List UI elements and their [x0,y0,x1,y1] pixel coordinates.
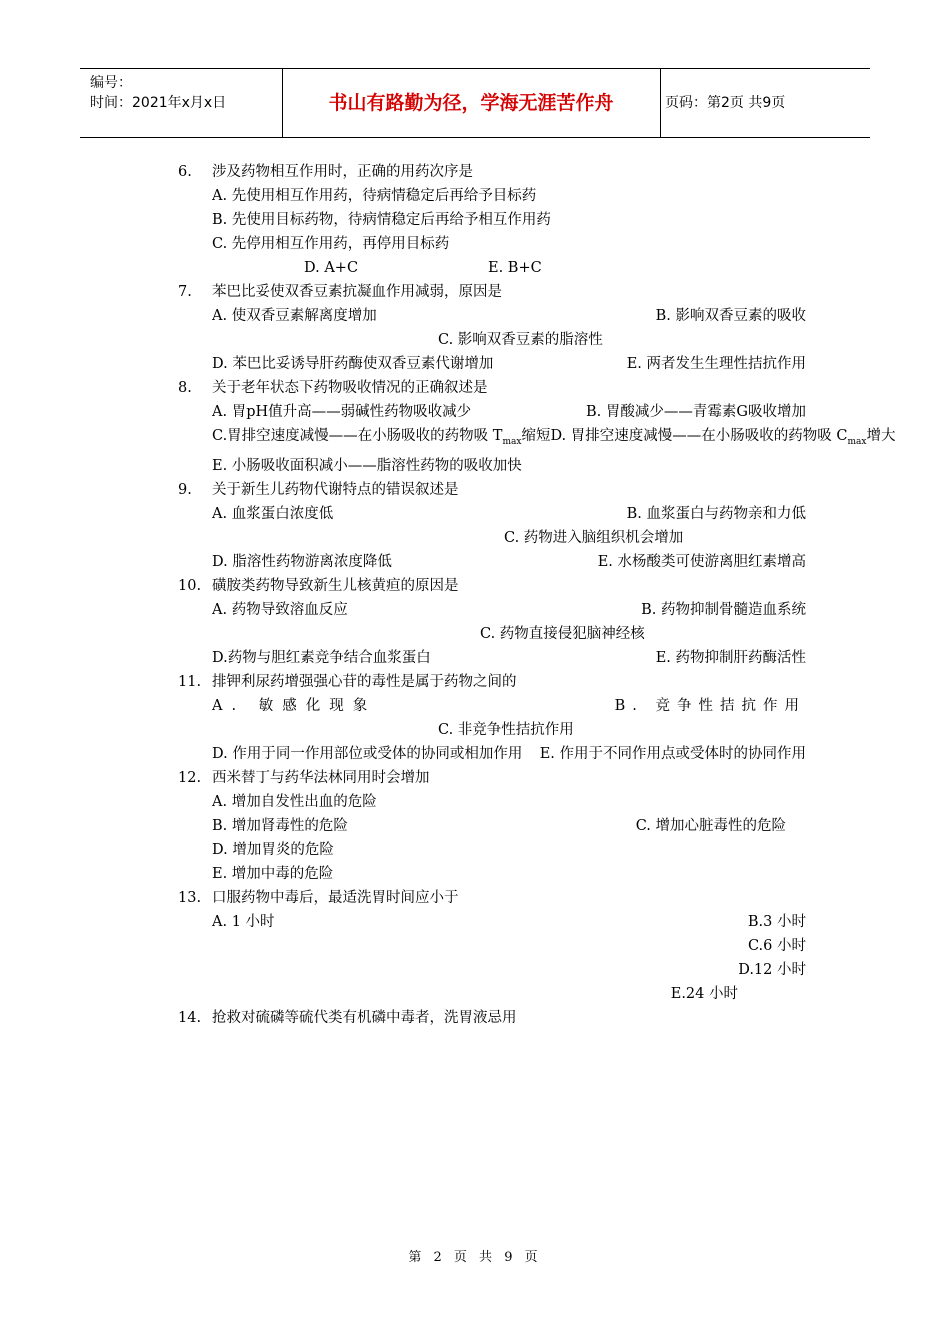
option-d: D. 脂溶性药物游离浓度降低 [212,553,392,570]
option-c: C. 药物直接侵犯脑神经核 [480,625,645,642]
option-a: A. 1 小时 [212,913,275,930]
question-text: 磺胺类药物导致新生儿核黄疸的原因是 [212,577,459,594]
question-text: 关于老年状态下药物吸收情况的正确叙述是 [212,380,488,396]
option-d: D. 作用于同一作用部位或受体的协同或相加作用 [212,745,523,762]
option-c: C. 影响双香豆素的脂溶性 [438,332,603,348]
question-10 [178,574,806,598]
option-d: D. 胃排空速度减慢——在小肠吸收的药物吸 $C_{max}$增大 [550,428,896,447]
question-number: 11. [178,673,202,690]
option-a: A. 先使用相互作用药，待病情稳定后再给予目标药 [212,188,537,204]
option-b: B. 胃酸减少——青霉素G吸收增加 [586,404,806,420]
header-page-code: 页码：第2页 共9页 [665,95,786,111]
option-a: A. 增加自发性出血的危险 [212,793,377,810]
question-13 [178,886,806,910]
question-11-options [178,694,806,766]
question-10-options [178,598,806,670]
option-e: E. 药物抑制肝药酶活性 [655,649,806,666]
page-header [80,68,870,138]
header-divider-right [660,69,661,137]
question-8 [178,376,806,400]
option-e: E. 增加中毒的危险 [212,865,334,882]
option-e: E. B+C [488,260,542,276]
question-text: 关于新生儿药物代谢特点的错误叙述是 [212,481,459,498]
option-c: C.胃排空速度减慢——在小肠吸收的药物吸 $T_{max}$缩短 [212,428,551,447]
question-6 [178,160,806,184]
option-c: C. 非竞争性拮抗作用 [438,721,574,738]
question-text: 抢救对硫磷等硫代类有机磷中毒者，洗胃液忌用 [212,1009,517,1026]
question-13-options [178,910,806,1006]
question-text: 苯巴比妥使双香豆素抗凝血作用减弱，原因是 [212,284,502,300]
option-e: E.24 小时 [670,985,738,1002]
question-9-options [178,502,806,574]
option-c: C. 药物进入脑组织机会增加 [504,529,684,546]
question-number: 10. [178,577,202,594]
option-a: A. 使双香豆素解离度增加 [212,308,377,324]
question-list [178,160,896,1030]
option-b: B. 药物抑制骨髓造血系统 [641,601,806,618]
option-d: D. A+C [304,260,359,276]
option-c: C. 增加心脏毒性的危险 [635,817,786,834]
question-12-options [178,790,806,886]
question-11 [178,670,806,694]
question-7 [178,280,806,304]
option-c: C. 先停用相互作用药，再停用目标药 [212,236,450,252]
option-a: A. 血浆蛋白浓度低 [212,505,334,522]
option-a: A. 敏感化现象 [212,697,377,714]
option-e: E. 两者发生生理性拮抗作用 [626,356,806,372]
option-d: D.12 小时 [738,961,806,978]
question-12 [178,766,806,790]
option-b: B. 先使用目标药物，待病情稳定后再给予相互作用药 [212,212,551,228]
option-e: E. 小肠吸收面积减小——脂溶性药物的吸收加快 [212,457,522,474]
number-label: 编号： [90,75,132,91]
option-d: D. 苯巴比妥诱导肝药酶使双香豆素代谢增加 [212,356,494,372]
option-e: E. 作用于不同作用点或受体时的协同作用 [539,745,806,762]
time-label: 时间：2021年x月x日 [90,95,227,111]
option-d: D.药物与胆红素竞争结合血浆蛋白 [212,649,431,666]
question-number: 8. [178,380,192,396]
option-e: E. 水杨酸类可使游离胆红素增高 [597,553,806,570]
header-motto: 书山有路勤为径，学海无涯苦作舟 [328,92,614,114]
header-meta [90,73,226,113]
question-9 [178,478,806,502]
question-number: 7. [178,284,192,300]
question-6-options [178,184,806,280]
question-number: 9. [178,481,192,498]
question-8-options [178,400,896,478]
question-14 [178,1006,806,1030]
question-number: 6. [178,164,192,180]
option-b: B. 增加肾毒性的危险 [212,817,348,834]
option-b: B. 血浆蛋白与药物亲和力低 [626,505,806,522]
question-text: 排钾利尿药增强强心苷的毒性是属于药物之间的 [212,673,517,690]
option-b: B. 竞争性拮抗作用 [614,697,806,714]
question-number: 14. [178,1009,202,1026]
question-text: 口服药物中毒后，最适洗胃时间应小于 [212,889,459,906]
option-d: D. 增加胃炎的危险 [212,841,334,858]
question-text: 西米替丁与药华法林同用时会增加 [212,769,430,786]
question-number: 12. [178,769,202,786]
option-c: C.6 小时 [747,937,806,954]
question-text: 涉及药物相互作用时，正确的用药次序是 [212,164,473,180]
option-b: B.3 小时 [747,913,806,930]
option-a: A. 胃pH值升高——弱碱性药物吸收减少 [212,404,472,420]
question-7-options [178,304,806,376]
option-b: B. 影响双香豆素的吸收 [655,308,806,324]
question-number: 13. [178,889,202,906]
page-footer: 第 2 页 共 9 页 [408,1250,542,1265]
option-a: A. 药物导致溶血反应 [212,601,348,618]
